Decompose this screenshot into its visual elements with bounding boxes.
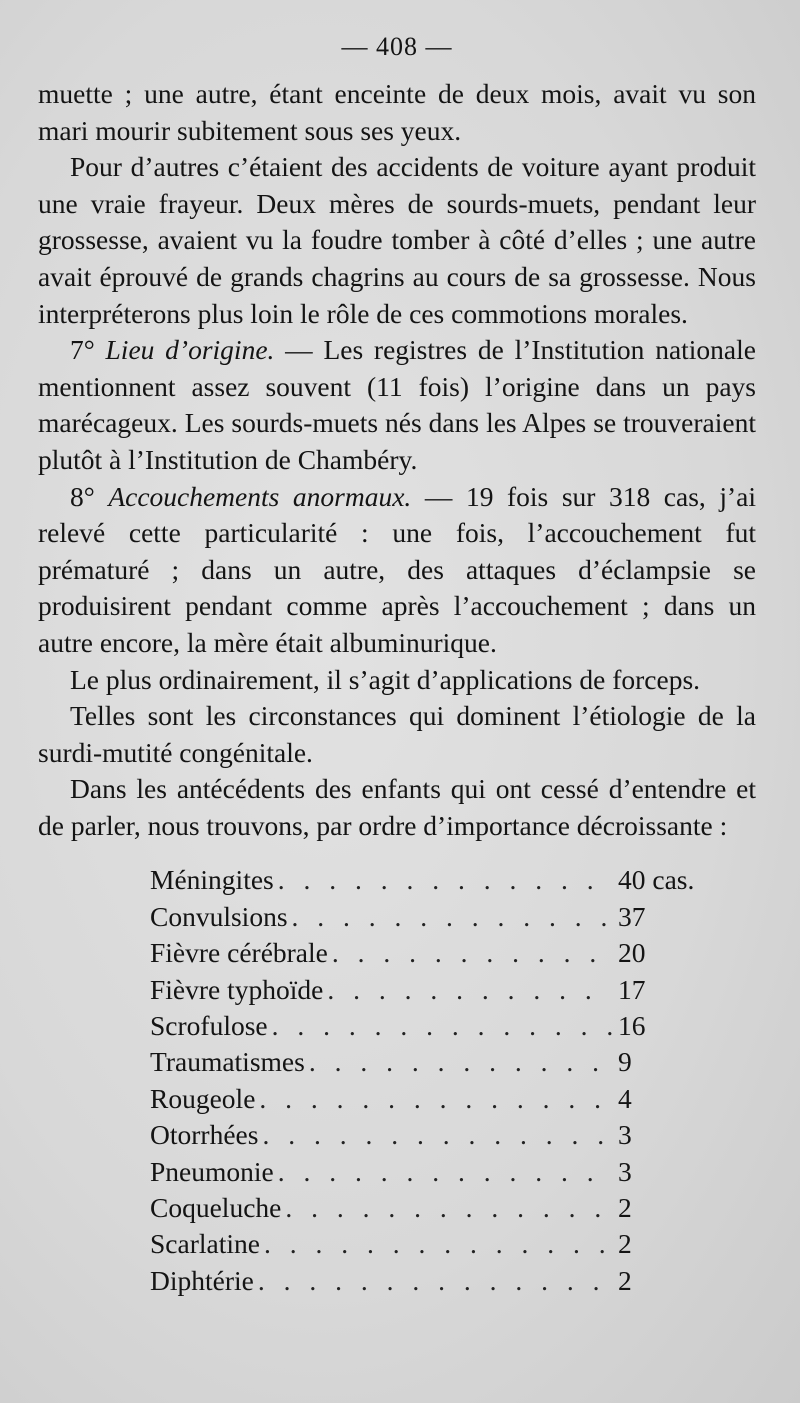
cause-count: 2 bbox=[618, 1264, 632, 1296]
paragraph-text: Telles sont les circonstances qui dominent l’étiologie de la surdi-mutité congénitale. bbox=[38, 700, 756, 768]
paragraph-accouchements bbox=[38, 479, 756, 662]
dot-leader bbox=[255, 1083, 612, 1115]
cause-count: 9 bbox=[618, 1046, 632, 1078]
cause-label: Fièvre typhoïde bbox=[150, 973, 324, 1005]
paragraph-1 bbox=[38, 76, 756, 149]
section-heading: Lieu d’origine. bbox=[105, 334, 275, 366]
dot-leader bbox=[260, 1228, 612, 1260]
list-item bbox=[150, 864, 708, 900]
paragraph-text: — Les registres de l’Institution nationale mentionnent assez souvent (11 fois) l’origine dans un pays marécageux. Les sourds-muets nés dans les Alpes se trouveraient plutôt à l’Institution de Chambéry. bbox=[38, 334, 756, 475]
list-item bbox=[150, 901, 708, 937]
dot-leader bbox=[323, 974, 612, 1006]
list-item bbox=[150, 1228, 708, 1264]
dot-leader bbox=[258, 1119, 612, 1151]
cause-label: Rougeole bbox=[150, 1082, 256, 1114]
dot-leader bbox=[274, 864, 612, 896]
cause-label: Pneumonie bbox=[150, 1155, 274, 1187]
cause-label: Otorrhées bbox=[150, 1119, 259, 1151]
paragraph-antecedents bbox=[38, 771, 756, 844]
list-item bbox=[150, 1083, 708, 1119]
list-item bbox=[150, 1192, 708, 1228]
paragraph-text: — 19 fois sur 318 cas, j’ai relevé cette particularité : une fois, l’accouchement fut prématuré ; dans un autre, des attaques d’éclampsie se produisirent pendant comme après l’accouchement ; dans un autre encore, la mère était albuminurique. bbox=[38, 480, 757, 658]
cause-label: Fièvre cérébrale bbox=[150, 937, 328, 969]
cause-label: Traumatismes bbox=[150, 1046, 305, 1078]
list-item bbox=[150, 1119, 708, 1155]
cause-label: Scrofulose bbox=[150, 1010, 268, 1042]
cause-count: 4 bbox=[618, 1082, 632, 1114]
paragraph-text: Dans les antécédents des enfants qui ont cessé d’entendre et de parler, nous trouvons, par ordre d’importance décroissante : bbox=[38, 773, 756, 841]
cause-count: 20 bbox=[618, 937, 646, 969]
causes-list bbox=[150, 864, 708, 1301]
cause-count: 16 bbox=[618, 1010, 646, 1042]
cause-count: 2 bbox=[618, 1191, 632, 1223]
list-item bbox=[150, 1156, 708, 1192]
cause-label: Diphtérie bbox=[150, 1264, 254, 1296]
dot-leader bbox=[281, 1192, 612, 1224]
paragraph-circonstances bbox=[38, 698, 756, 771]
section-number: 8° bbox=[70, 480, 109, 512]
dot-leader bbox=[305, 1046, 612, 1078]
list-item bbox=[150, 974, 708, 1010]
cause-count: 37 bbox=[618, 900, 646, 932]
paragraph-2 bbox=[38, 149, 756, 332]
cause-count: 40 cas. bbox=[618, 864, 695, 896]
cause-label: Scarlatine bbox=[150, 1228, 260, 1260]
cause-count: 2 bbox=[618, 1228, 632, 1260]
dot-leader bbox=[288, 901, 612, 933]
cause-label: Coqueluche bbox=[150, 1191, 282, 1223]
dot-leader bbox=[274, 1156, 612, 1188]
section-heading: Accouchements anormaux. bbox=[108, 480, 412, 512]
list-item bbox=[150, 1010, 708, 1046]
dot-leader bbox=[254, 1265, 612, 1297]
section-number: 7° bbox=[70, 334, 106, 366]
cause-count: 3 bbox=[618, 1155, 632, 1187]
cause-label: Méningites bbox=[150, 864, 274, 896]
paragraph-text: Pour d’autres c’étaient des accidents de voiture ayant produit une vraie frayeur. Deux mères de sourds-muets, pendant leur grossesse, avaient vu la foudre tomber à côté d’elles ; une autre avait éprouvé de grands chagrins au cours de sa grossesse. Nous interpréterons plus loin le rôle de ces commotions morales. bbox=[38, 151, 756, 329]
paragraph-forceps bbox=[38, 662, 756, 699]
paragraph-text: Le plus ordinairement, il s’agit d’applications de forceps. bbox=[70, 663, 701, 695]
list-item bbox=[150, 1265, 708, 1301]
list-item bbox=[150, 1046, 708, 1082]
page-number: — 408 — bbox=[341, 32, 453, 61]
dot-leader bbox=[268, 1010, 612, 1042]
cause-count: 17 bbox=[618, 973, 646, 1005]
dot-leader bbox=[328, 937, 612, 969]
paragraph-text: muette ; une autre, étant enceinte de deux mois, avait vu son mari mourir subitement sous ses yeux. bbox=[38, 78, 756, 146]
list-item bbox=[150, 937, 708, 973]
paragraph-lieu-origine bbox=[38, 332, 756, 478]
cause-count: 3 bbox=[618, 1119, 632, 1151]
cause-label: Convulsions bbox=[150, 900, 288, 932]
